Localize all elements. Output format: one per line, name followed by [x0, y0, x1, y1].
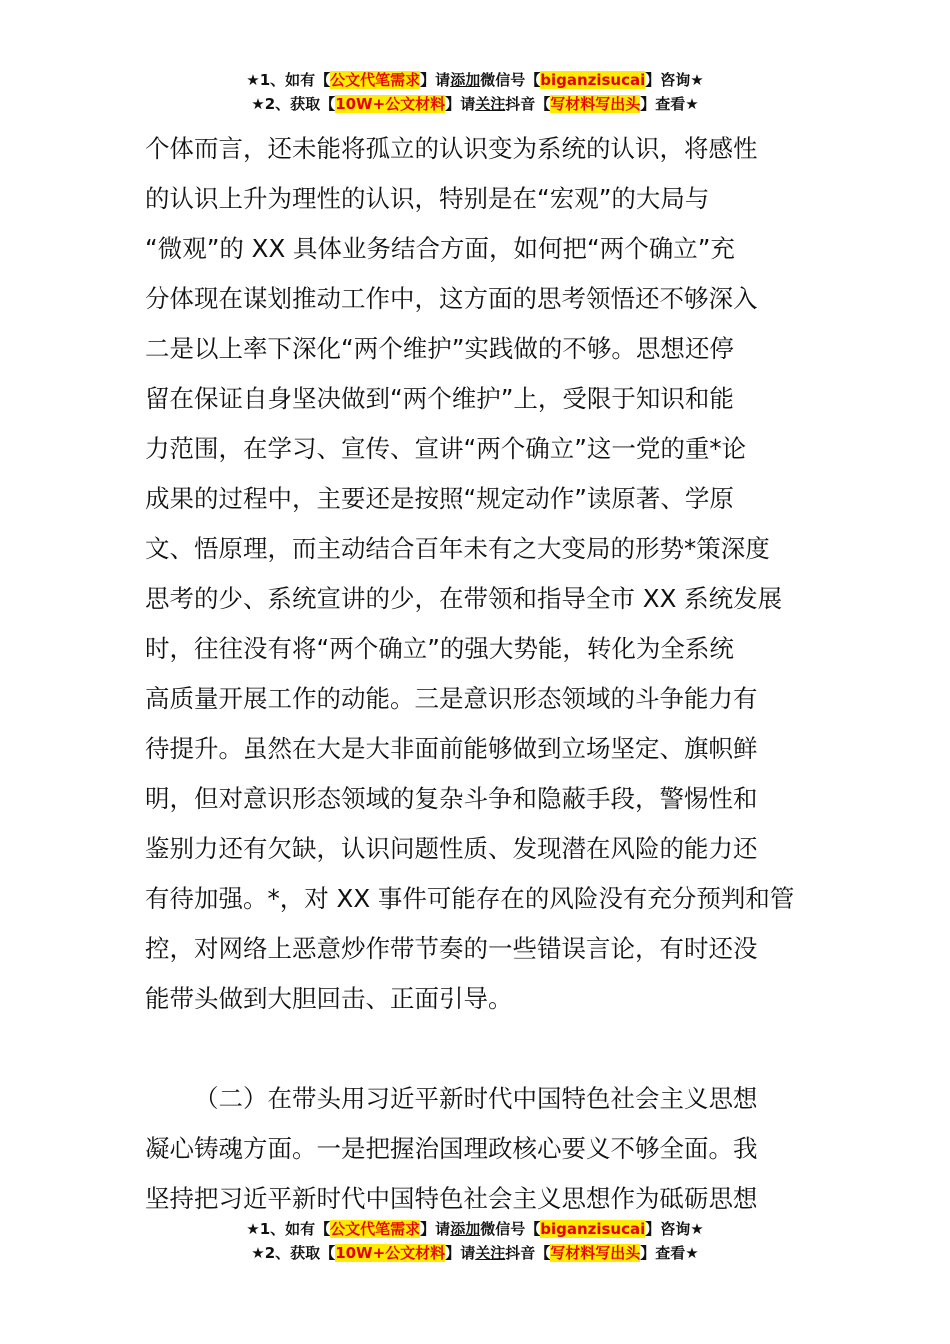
banner-line-2: ★2、获取【10W+公文材料】请关注抖音【写材料写出头】查看★ [251, 95, 699, 113]
text-line: 成果的过程中，主要还是按照“规定动作”读原著、学原 [145, 484, 734, 513]
text-line: 二是以上率下深化“两个维护”实践做的不够。思想还停 [145, 334, 734, 363]
paragraph-1 [145, 124, 809, 1024]
text-line: 高质量开展工作的动能。三是意识形态领域的斗争能力有 [145, 684, 758, 713]
text-line: 待提升。虽然在大是大非面前能够做到立场坚定、旗帜鲜 [145, 734, 758, 763]
footer-banner [0, 1217, 950, 1265]
text-line: 明，但对意识形态领域的复杂斗争和隐蔽手段，警惕性和 [145, 784, 758, 813]
text-line: “微观”的 XX 具体业务结合方面，如何把“两个确立”充 [145, 234, 735, 263]
text-line: 坚持把习近平新时代中国特色社会主义思想作为砥砺思想 [145, 1184, 758, 1213]
text-line: 个体而言，还未能将孤立的认识变为系统的认识，将感性 [145, 134, 758, 163]
banner-line-2: ★2、获取【10W+公文材料】请关注抖音【写材料写出头】查看★ [251, 1244, 699, 1262]
text-line: 思考的少、系统宣讲的少，在带领和指导全市 XX 系统发展 [145, 584, 783, 613]
text-line: 有待加强。*，对 XX 事件可能存在的风险没有充分预判和管 [145, 884, 795, 913]
text-line: 鉴别力还有欠缺，认识问题性质、发现潜在风险的能力还 [145, 834, 758, 863]
paragraph-gap [145, 1024, 809, 1074]
text-line: 控，对网络上恶意炒作带节奏的一些错误言论，有时还没 [145, 934, 758, 963]
banner-line-1: ★1、如有【公文代笔需求】请添加微信号【biganzisucai】咨询★ [246, 71, 704, 89]
banner-line-1: ★1、如有【公文代笔需求】请添加微信号【biganzisucai】咨询★ [246, 1220, 704, 1238]
text-line: 文、悟原理，而主动结合百年未有之大变局的形势*策深度 [145, 534, 770, 563]
text-line: 时，往往没有将“两个确立”的强大势能，转化为全系统 [145, 634, 734, 663]
document-body [145, 124, 809, 1224]
text-line: 能带头做到大胆回击、正面引导。 [145, 984, 513, 1013]
text-line: 留在保证自身坚决做到“两个维护”上，受限于知识和能 [145, 384, 734, 413]
header-banner [0, 68, 950, 116]
text-line: 的认识上升为理性的认识，特别是在“宏观”的大局与 [145, 184, 710, 213]
text-line: 力范围，在学习、宣传、宣讲“两个确立”这一党的重*论 [145, 434, 747, 463]
paragraph-2 [145, 1074, 809, 1224]
text-line: 分体现在谋划推动工作中，这方面的思考领悟还不够深入 [145, 284, 758, 313]
text-line: 凝心铸魂方面。一是把握治国理政核心要义不够全面。我 [145, 1134, 758, 1163]
text-line: （二）在带头用习近平新时代中国特色社会主义思想 [194, 1084, 758, 1113]
